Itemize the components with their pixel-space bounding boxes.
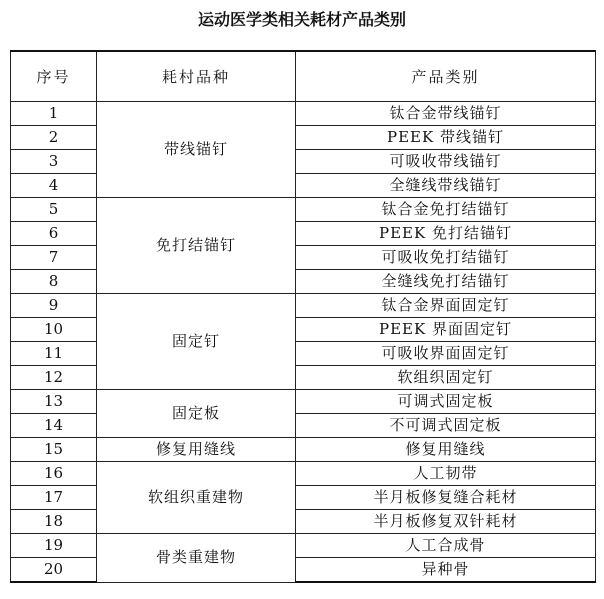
- header-category: 产品类别: [296, 51, 596, 102]
- cell-item: 固定板: [97, 390, 296, 438]
- cell-no: 13: [11, 390, 97, 414]
- cell-category: 不可调式固定板: [296, 414, 596, 438]
- cell-category: PEEK 界面固定钉: [296, 318, 596, 342]
- cell-no: 18: [11, 510, 97, 534]
- cell-no: 17: [11, 486, 97, 510]
- page-title: 运动医学类相关耗材产品类别: [197, 10, 406, 29]
- cell-item: 修复用缝线: [97, 438, 296, 462]
- cell-no: 12: [11, 366, 97, 390]
- cell-no: 10: [11, 318, 97, 342]
- cell-no: 2: [11, 126, 97, 150]
- cell-category: 可吸收界面固定钉: [296, 342, 596, 366]
- table-row: [11, 390, 596, 414]
- cell-category: 软组织固定钉: [296, 366, 596, 390]
- cell-category: 修复用缝线: [296, 438, 596, 462]
- cell-no: 15: [11, 438, 97, 462]
- cell-category: 钛合金界面固定钉: [296, 294, 596, 318]
- cell-no: 14: [11, 414, 97, 438]
- cell-item: 固定钉: [97, 294, 296, 390]
- cell-no: 9: [11, 294, 97, 318]
- cell-category: 可吸收带线锚钉: [296, 150, 596, 174]
- table-body: [11, 102, 596, 583]
- header-no: 序号: [11, 51, 97, 102]
- cell-no: 8: [11, 270, 97, 294]
- cell-no: 4: [11, 174, 97, 198]
- cell-category: 人工韧带: [296, 462, 596, 486]
- cell-item: 软组织重建物: [97, 462, 296, 534]
- cell-item: 免打结锚钉: [97, 198, 296, 294]
- table-row: [11, 102, 596, 126]
- cell-item: 带线锚钉: [97, 102, 296, 198]
- cell-category: 全缝线带线锚钉: [296, 174, 596, 198]
- cell-no: 7: [11, 246, 97, 270]
- cell-category: 人工合成骨: [296, 534, 596, 558]
- cell-no: 19: [11, 534, 97, 558]
- table-row: [11, 198, 596, 222]
- cell-no: 20: [11, 558, 97, 583]
- cell-item: 骨类重建物: [97, 534, 296, 583]
- cell-category: 可吸收免打结锚钉: [296, 246, 596, 270]
- cell-no: 11: [11, 342, 97, 366]
- table-header-row: [11, 51, 596, 102]
- cell-category: 可调式固定板: [296, 390, 596, 414]
- table-row: [11, 294, 596, 318]
- product-category-table: [10, 50, 596, 583]
- cell-category: 半月板修复双针耗材: [296, 510, 596, 534]
- table-row: [11, 438, 596, 462]
- cell-no: 5: [11, 198, 97, 222]
- cell-no: 16: [11, 462, 97, 486]
- cell-category: 全缝线免打结锚钉: [296, 270, 596, 294]
- cell-category: PEEK 免打结锚钉: [296, 222, 596, 246]
- table-row: [11, 534, 596, 558]
- cell-category: 半月板修复缝合耗材: [296, 486, 596, 510]
- cell-category: 钛合金免打结锚钉: [296, 198, 596, 222]
- header-item: 耗村品种: [97, 51, 296, 102]
- cell-category: 钛合金带线锚钉: [296, 102, 596, 126]
- cell-category: PEEK 带线锚钉: [296, 126, 596, 150]
- cell-no: 3: [11, 150, 97, 174]
- table-row: [11, 462, 596, 486]
- cell-no: 1: [11, 102, 97, 126]
- cell-no: 6: [11, 222, 97, 246]
- cell-category: 异种骨: [296, 558, 596, 583]
